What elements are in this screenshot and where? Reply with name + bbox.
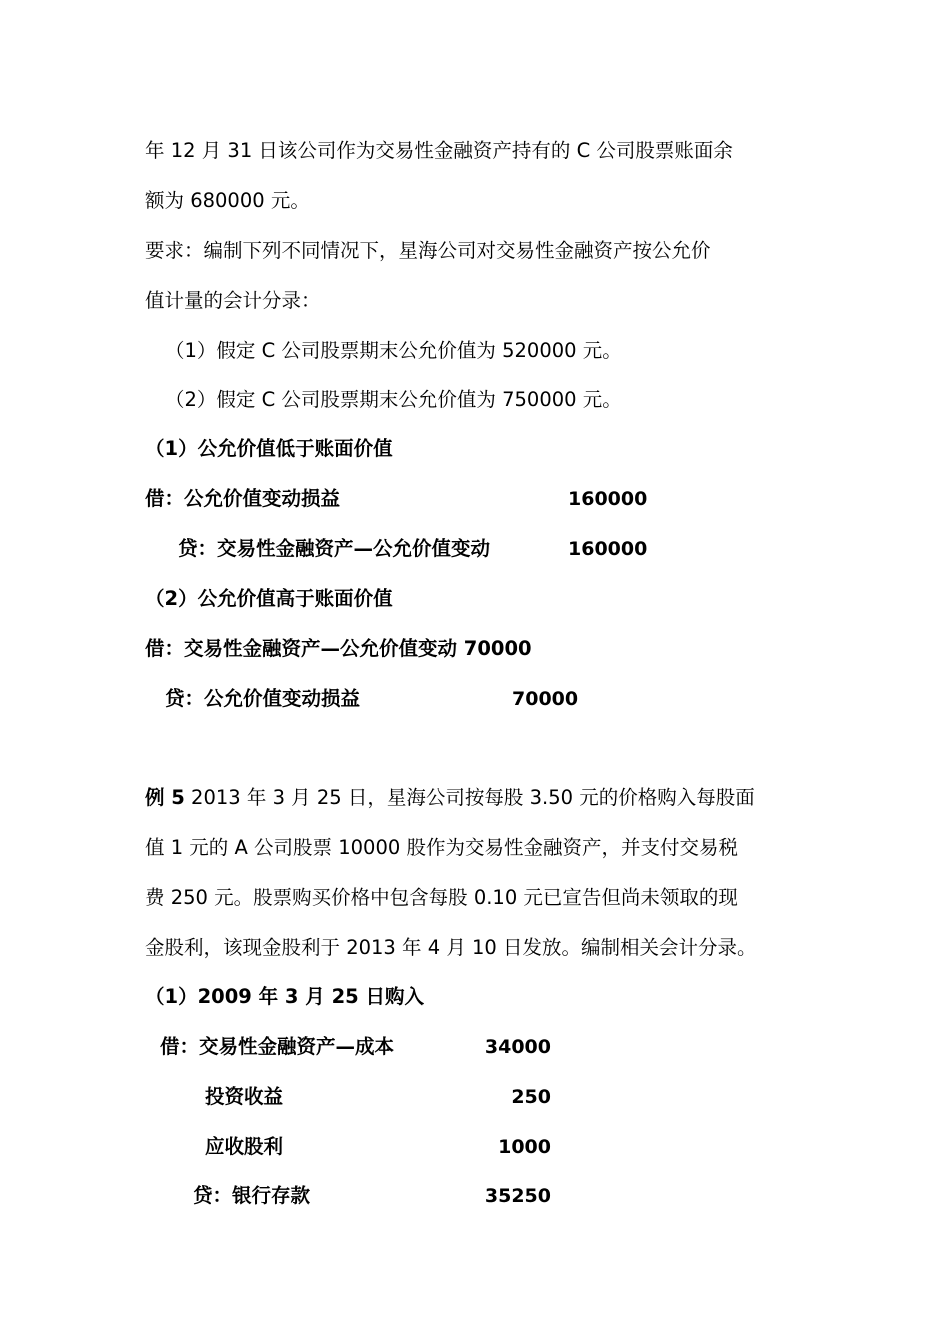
case-1-credit-amount: 160000 xyxy=(568,538,648,560)
example-5-tag: 例 5 xyxy=(145,786,185,809)
case-1-credit-label: 贷：交易性金融资产—公允价值变动 xyxy=(178,537,491,560)
example-5-text: 2013 年 3 月 25 日，星海公司按每股 3.50 元的价格购入每股面 xyxy=(184,786,755,809)
example-5-line-1 xyxy=(145,784,755,812)
entry-4-amount: 35250 xyxy=(484,1185,551,1207)
case-1-heading: （1）公允价值低于账面价值 xyxy=(145,437,393,460)
para-line-4: 值计量的会计分录： xyxy=(145,289,321,312)
entry-1-label: 借：交易性金融资产—成本 xyxy=(160,1035,395,1058)
entry-2-amount: 250 xyxy=(511,1086,551,1108)
entry-4-label: 贷：银行存款 xyxy=(193,1184,311,1207)
para-line-2: 额为 680000 元。 xyxy=(145,189,310,212)
case-2-credit-amount: 70000 xyxy=(512,688,579,710)
para-line-1: 年 12 月 31 日该公司作为交易性金融资产持有的 C 公司股票账面余 xyxy=(145,139,733,162)
case-2-credit-label: 贷：公允价值变动损益 xyxy=(165,687,361,710)
case-1-debit-amount: 160000 xyxy=(568,488,648,510)
example-5-line-2: 值 1 元的 A 公司股票 10000 股作为交易性金融资产，并支付交易税 xyxy=(145,836,738,859)
case-2-debit-line: 借：交易性金融资产—公允价值变动 70000 xyxy=(145,637,532,660)
entry-1-amount: 34000 xyxy=(484,1036,551,1058)
requirement-item-2: （2）假定 C 公司股票期末公允价值为 750000 元。 xyxy=(165,388,622,411)
entry-3-label: 应收股利 xyxy=(205,1135,284,1158)
case-1-debit-label: 借：公允价值变动损益 xyxy=(145,487,341,510)
example-5-line-4: 金股利，该现金股利于 2013 年 4 月 10 日发放。编制相关会计分录。 xyxy=(145,936,757,959)
entry-2-label: 投资收益 xyxy=(205,1085,284,1108)
requirement-item-1: （1）假定 C 公司股票期末公允价值为 520000 元。 xyxy=(165,339,622,362)
example-5-heading: （1）2009 年 3 月 25 日购入 xyxy=(145,985,424,1008)
example-5-line-3: 费 250 元。股票购买价格中包含每股 0.10 元已宣告但尚未领取的现 xyxy=(145,886,738,909)
entry-3-amount: 1000 xyxy=(498,1136,551,1158)
para-line-3: 要求：编制下列不同情况下，星海公司对交易性金融资产按公允价 xyxy=(145,239,711,262)
case-2-heading: （2）公允价值高于账面价值 xyxy=(145,587,393,610)
